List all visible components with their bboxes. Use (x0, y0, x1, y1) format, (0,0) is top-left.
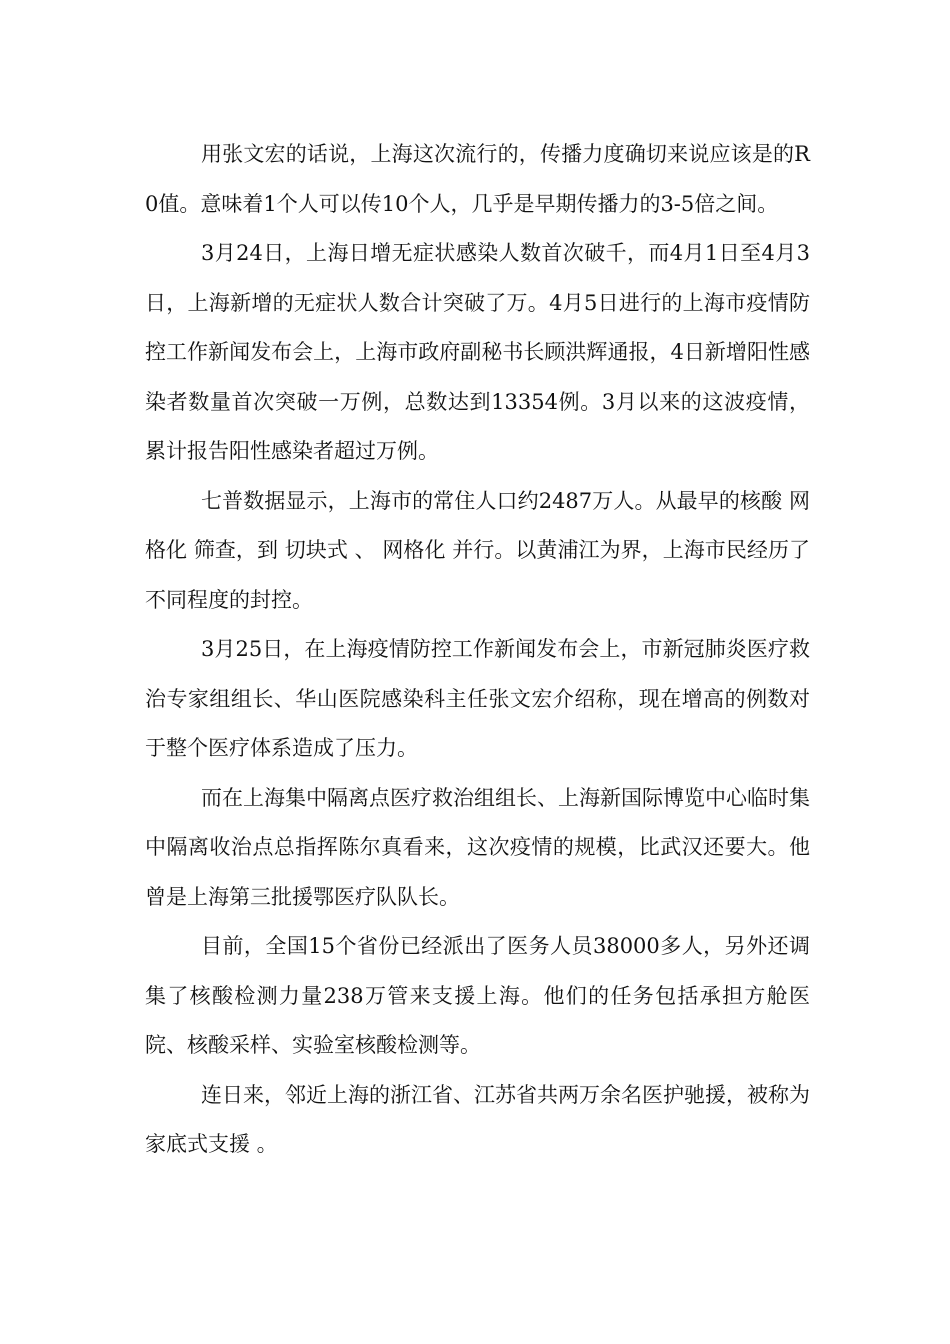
paragraph-3: 七普数据显示，上海市的常住人口约2487万人。从最早的核酸 网格化 筛查，到 切块式 、 网格化 并行。以黄浦江为界，上海市民经历了不同程度的封控。 (145, 488, 810, 612)
paragraph-7: 连日来，邻近上海的浙江省、江苏省共两万余名医护驰援，被称为 家底式支援 。 (145, 1082, 817, 1156)
paragraph-4: 3月25日，在上海疫情防控工作新闻发布会上，市新冠肺炎医疗救治专家组组长、华山医院感染科主任张文宏介绍称，现在增高的例数对于整个医疗体系造成了压力。 (145, 637, 810, 760)
document-body (145, 130, 817, 1170)
paragraph-1: 用张文宏的话说，上海这次流行的，传播力度确切来说应该是的R0值。意味着1个人可以传10个人，几乎是早期传播力的3-5倍之间。 (145, 142, 810, 216)
paragraph-5: 而在上海集中隔离点医疗救治组组长、上海新国际博览中心临时集中隔离收治点总指挥陈尔真看来，这次疫情的规模，比武汉还要大。他曾是上海第三批援鄂医疗队队长。 (145, 785, 810, 909)
paragraph-6: 目前，全国15个省份已经派出了医务人员38000多人，另外还调集了核酸检测力量238万管来支援上海。他们的任务包括承担方舱医院、核酸采样、实验室核酸检测等。 (145, 934, 810, 1057)
paragraph-2: 3月24日，上海日增无症状感染人数首次破千，而4月1日至4月3日，上海新增的无症状人数合计突破了万。4月5日进行的上海市疫情防控工作新闻发布会上，上海市政府副秘书长顾洪辉通报，4日新增阳性感染者数量首次突破一万例，总数达到13354例。3月以来的这波疫情，累计报告阳性感染者超过万例。 (145, 241, 810, 463)
